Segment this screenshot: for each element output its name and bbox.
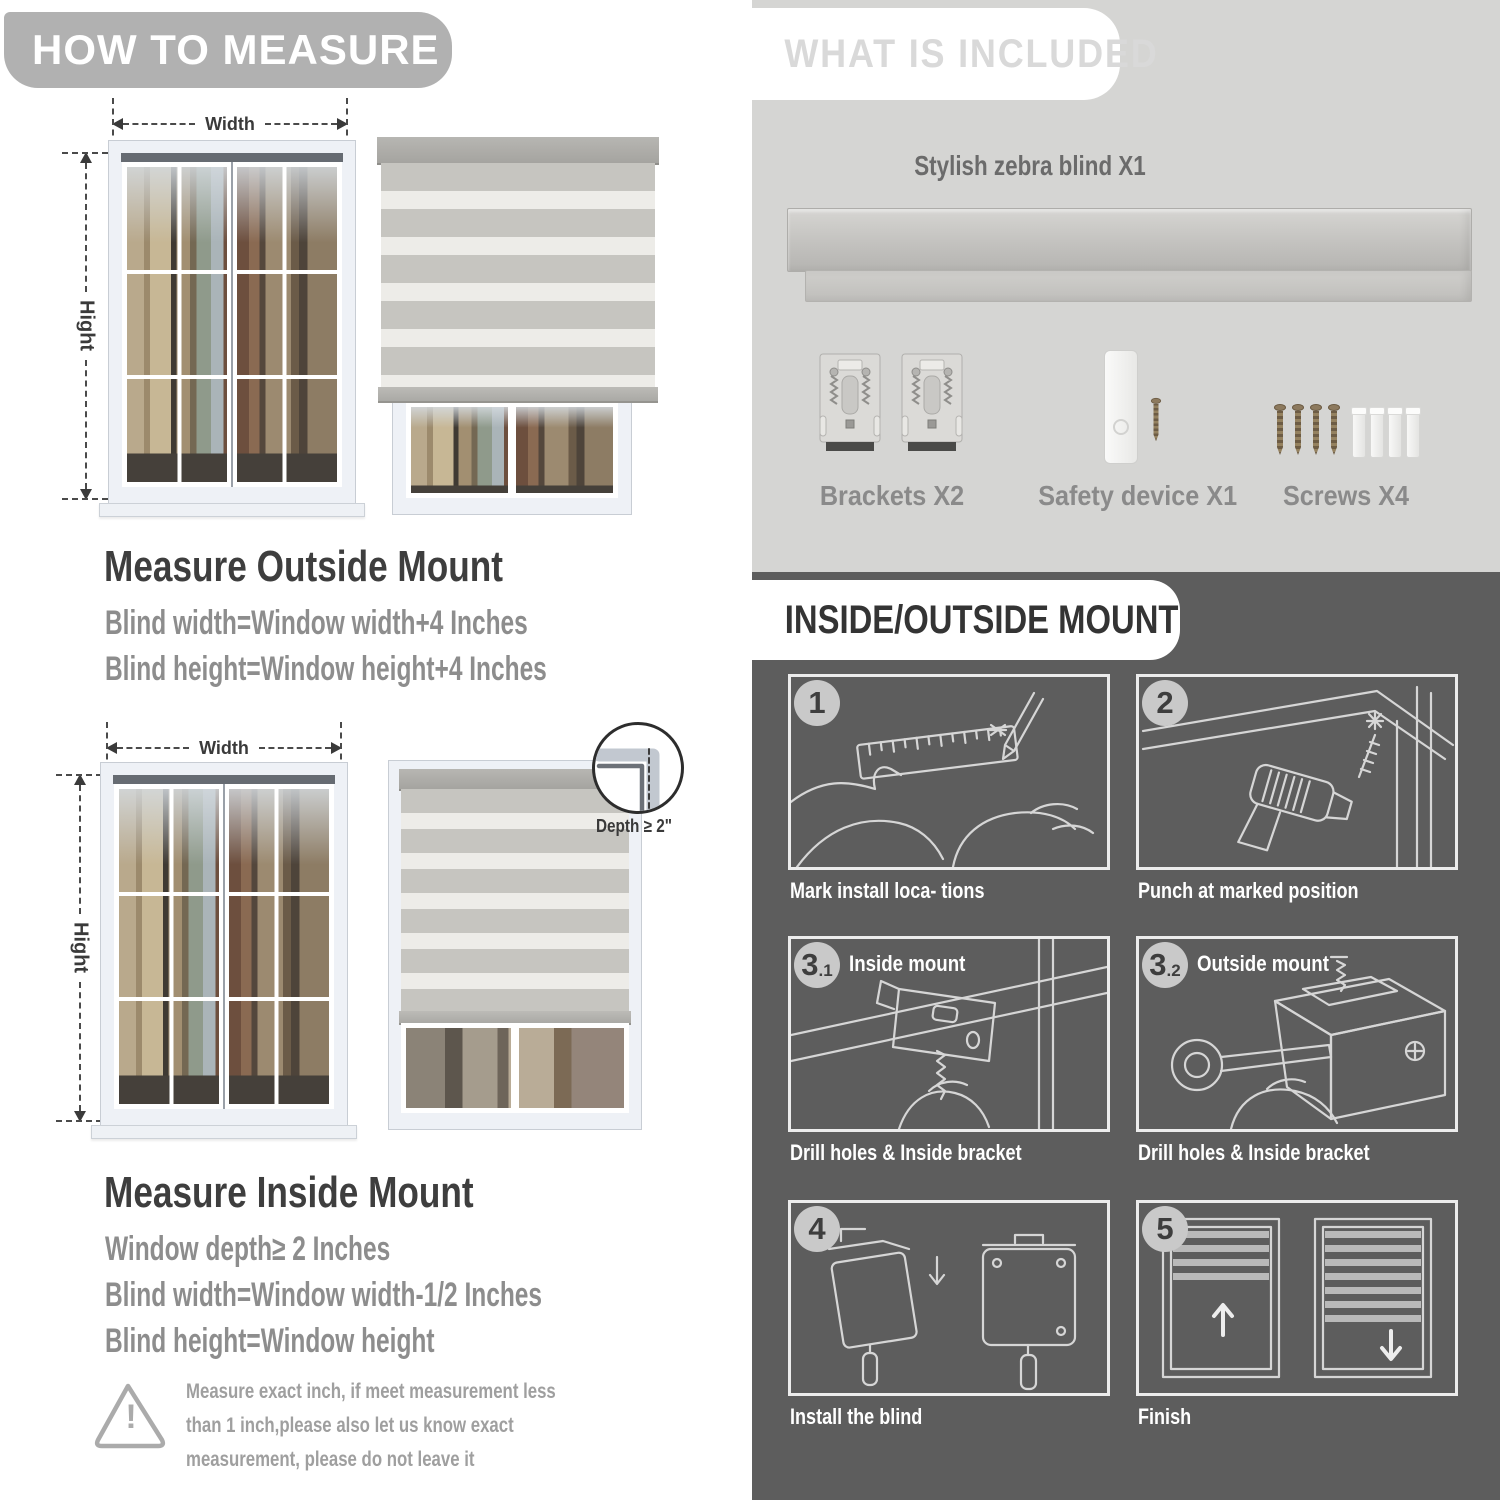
height-label: Hight [69,922,92,974]
arrow-left-icon [112,118,123,130]
warning-exclamation: ! [125,1398,137,1436]
screw-icon [1310,404,1322,456]
arrow-up-icon [74,774,86,785]
screws-label: Screws X4 [1282,480,1410,511]
window-sill [91,1125,357,1139]
step-2-box [1136,674,1458,870]
step-1-caption: Mark install loca- tions [790,878,985,903]
outside-formula-width: Blind width=Window width+4 Inches [105,604,528,642]
screw-icon [1328,404,1340,456]
step-4-box [788,1200,1110,1396]
arrow-left-icon [106,742,117,754]
window-sill [99,503,365,517]
step-3-1-badge: 3 .1 [794,942,840,988]
window-muntin-grid [114,784,334,1109]
inside-formula-depth: Window depth≥ 2 Inches [105,1230,391,1268]
step-2-badge: 2 [1142,680,1188,726]
wall-anchor-icon [1388,408,1402,458]
window-photo-outside [108,140,356,508]
step-3-2-title: Outside mount [1197,951,1329,976]
included-headrail [787,208,1472,272]
arrow-up-icon [80,152,92,163]
wall-anchor-icon [1352,408,1366,458]
width-label: Width [205,113,255,134]
arrow-down-icon [80,489,92,500]
height-arrow-outside [76,152,96,500]
mount-guide-header-label: INSIDE/OUTSIDE MOUNT [784,597,1179,642]
inside-mount-title: Measure Inside Mount [104,1168,474,1217]
step-3-1-caption: Drill holes & Inside bracket [790,1140,1022,1165]
arrow-right-icon [337,118,348,130]
screw-icon [1151,398,1161,442]
window-behind-blind-outside [392,401,632,515]
step-4-badge: 4 [794,1206,840,1252]
step-1-badge: 1 [794,680,840,726]
outside-formula-height: Blind height=Window height+4 Inches [105,650,547,688]
how-to-measure-header [4,12,452,88]
depth-magnifier [592,722,684,814]
width-arrow-inside [106,738,342,758]
width-label: Width [199,737,249,758]
included-blind-label: Stylish zebra blind X1 [914,150,1146,181]
step-1-box [788,674,1110,870]
window-muntin-grid [122,162,342,487]
whats-included-header-label: WHAT IS INCLUDED [784,31,1159,76]
inside-formula-width: Blind width=Window width-1/2 Inches [105,1276,543,1314]
blind-fabric-inside [401,789,629,1011]
bracket-icon [818,352,882,456]
warning-line-1: Measure exact inch, if meet measurement less [186,1380,556,1403]
warning-line-3: measurement, please do not leave it [186,1448,475,1471]
window-top-bar [121,153,343,162]
step-3-1-box [788,936,1110,1132]
screw-icon [1274,404,1286,456]
blind-fabric-outside [381,163,655,387]
wall-anchor-icon [1370,408,1384,458]
street-muntin [406,402,618,498]
wall-anchor-icon [1406,408,1420,458]
blind-bottom-rail-outside [378,387,658,403]
step-3-2-caption: Drill holes & Inside bracket [1138,1140,1370,1165]
brackets-label: Brackets X2 [819,480,965,511]
window-top-bar [113,775,335,784]
safety-device-icon [1104,350,1138,464]
step-3-2-box [1136,936,1458,1132]
step-5-caption: Finish [1138,1404,1192,1429]
outside-mount-title: Measure Outside Mount [104,542,503,591]
included-headrail-bottom [805,270,1472,302]
window-corner-icon [595,725,681,811]
screw-icon [1292,404,1304,456]
arrow-down-icon [74,1111,86,1122]
inside-formula-height: Blind height=Window height [105,1322,435,1360]
step-5-badge: 5 [1142,1206,1188,1252]
blind-cassette-outside [377,137,659,165]
step-2-caption: Punch at marked position [1138,878,1359,903]
step-5-box [1136,1200,1458,1396]
whats-included-header [752,8,1159,100]
bracket-icon [900,352,964,456]
height-label: Hight [75,300,98,352]
width-arrow-outside [112,114,348,134]
depth-note: Depth ≥ 2" [596,816,673,836]
step-3-1-title: Inside mount [849,951,966,976]
how-to-measure-header-label: HOW TO MEASURE [32,26,440,73]
arrow-right-icon [331,742,342,754]
safety-device-label: Safety device X1 [1038,480,1238,511]
step-4-caption: Install the blind [790,1404,923,1429]
street-muntin [401,1023,629,1113]
mount-guide-header [752,580,1180,660]
window-photo-inside [100,762,348,1130]
height-arrow-inside [70,774,90,1122]
step-3-2-badge: 3 .2 [1142,942,1188,988]
warning-line-2: than 1 inch,please also let us know exact [186,1414,514,1437]
